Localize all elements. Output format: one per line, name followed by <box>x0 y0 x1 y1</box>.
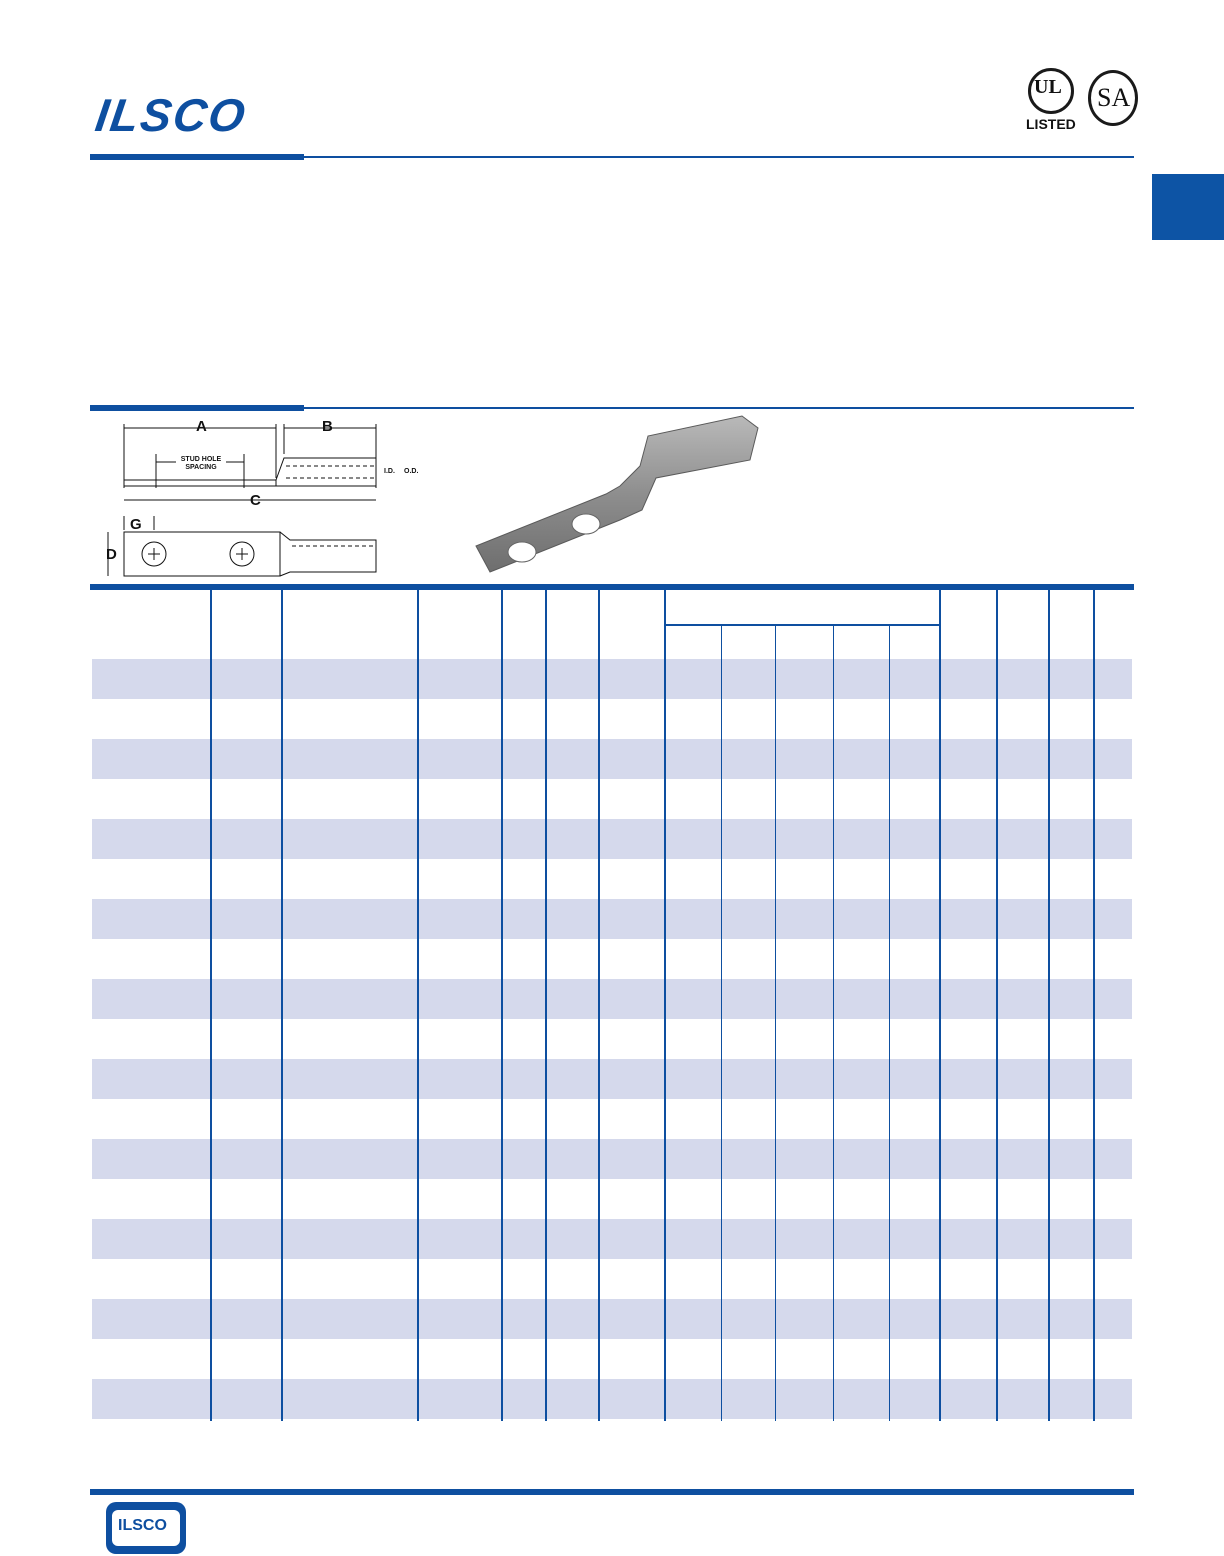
ul-listed-mark <box>1026 68 1076 134</box>
table-row <box>92 699 1132 739</box>
column-divider <box>545 590 547 1421</box>
badge-text: ILSCO <box>118 1517 167 1534</box>
group-header-rule <box>664 624 940 626</box>
table-row <box>92 1059 1132 1099</box>
table-row <box>92 1099 1132 1139</box>
column-divider <box>1048 590 1050 1421</box>
column-divider <box>281 590 283 1421</box>
table-row <box>92 1179 1132 1219</box>
column-divider <box>501 590 503 1421</box>
dim-label-b: B <box>322 418 333 435</box>
column-divider <box>664 590 666 1421</box>
lug-dimension-diagram <box>100 416 430 586</box>
table-row <box>92 819 1132 859</box>
column-divider <box>1093 590 1095 1421</box>
ul-listed-label: LISTED <box>1026 116 1076 132</box>
column-divider <box>996 590 998 1421</box>
csa-mark <box>1088 70 1138 126</box>
dim-label-g: G <box>130 516 142 533</box>
footer-rule <box>90 1489 1134 1495</box>
sub-column-divider <box>775 626 776 1421</box>
side-tab <box>1152 174 1224 240</box>
table-row <box>92 1259 1132 1299</box>
section-rule-thick <box>90 405 304 411</box>
table-row <box>92 859 1132 899</box>
dim-label-c: C <box>250 492 261 509</box>
table-row <box>92 899 1132 939</box>
id-label: I.D. <box>384 468 395 475</box>
ilsco-logo: ILSCO <box>92 89 251 141</box>
sub-column-divider <box>833 626 834 1421</box>
csa-letters: SA <box>1097 83 1131 112</box>
table-row <box>92 1019 1132 1059</box>
od-label: O.D. <box>404 468 419 475</box>
column-divider <box>417 590 419 1421</box>
table-row <box>92 1139 1132 1179</box>
table-row <box>92 739 1132 779</box>
table-row <box>92 1219 1132 1259</box>
lug-product-image <box>470 414 770 584</box>
header-rule-thick <box>90 154 304 160</box>
table-row <box>92 1339 1132 1379</box>
table-row <box>92 979 1132 1019</box>
column-divider <box>598 590 600 1421</box>
sub-column-divider <box>721 626 722 1421</box>
section-rule-thin <box>304 407 1134 409</box>
dimension-drawing <box>100 416 430 586</box>
table-body <box>92 659 1132 1421</box>
dim-label-d: D <box>106 546 117 563</box>
table-row <box>92 1299 1132 1339</box>
ul-letters: UL <box>1034 76 1062 98</box>
table-row <box>92 939 1132 979</box>
stud-hole-spacing-label: STUD HOLE SPACING <box>176 456 226 472</box>
table-top-rule <box>90 584 1134 590</box>
column-divider <box>939 590 941 1421</box>
dim-label-a: A <box>196 418 207 435</box>
table-row <box>92 779 1132 819</box>
table-row <box>92 1379 1132 1419</box>
lug-illustration <box>470 414 770 584</box>
sub-column-divider <box>889 626 890 1421</box>
column-divider <box>210 590 212 1421</box>
footer-ilsco-badge <box>106 1502 186 1554</box>
table-row <box>92 659 1132 699</box>
header-rule-thin <box>304 156 1134 158</box>
